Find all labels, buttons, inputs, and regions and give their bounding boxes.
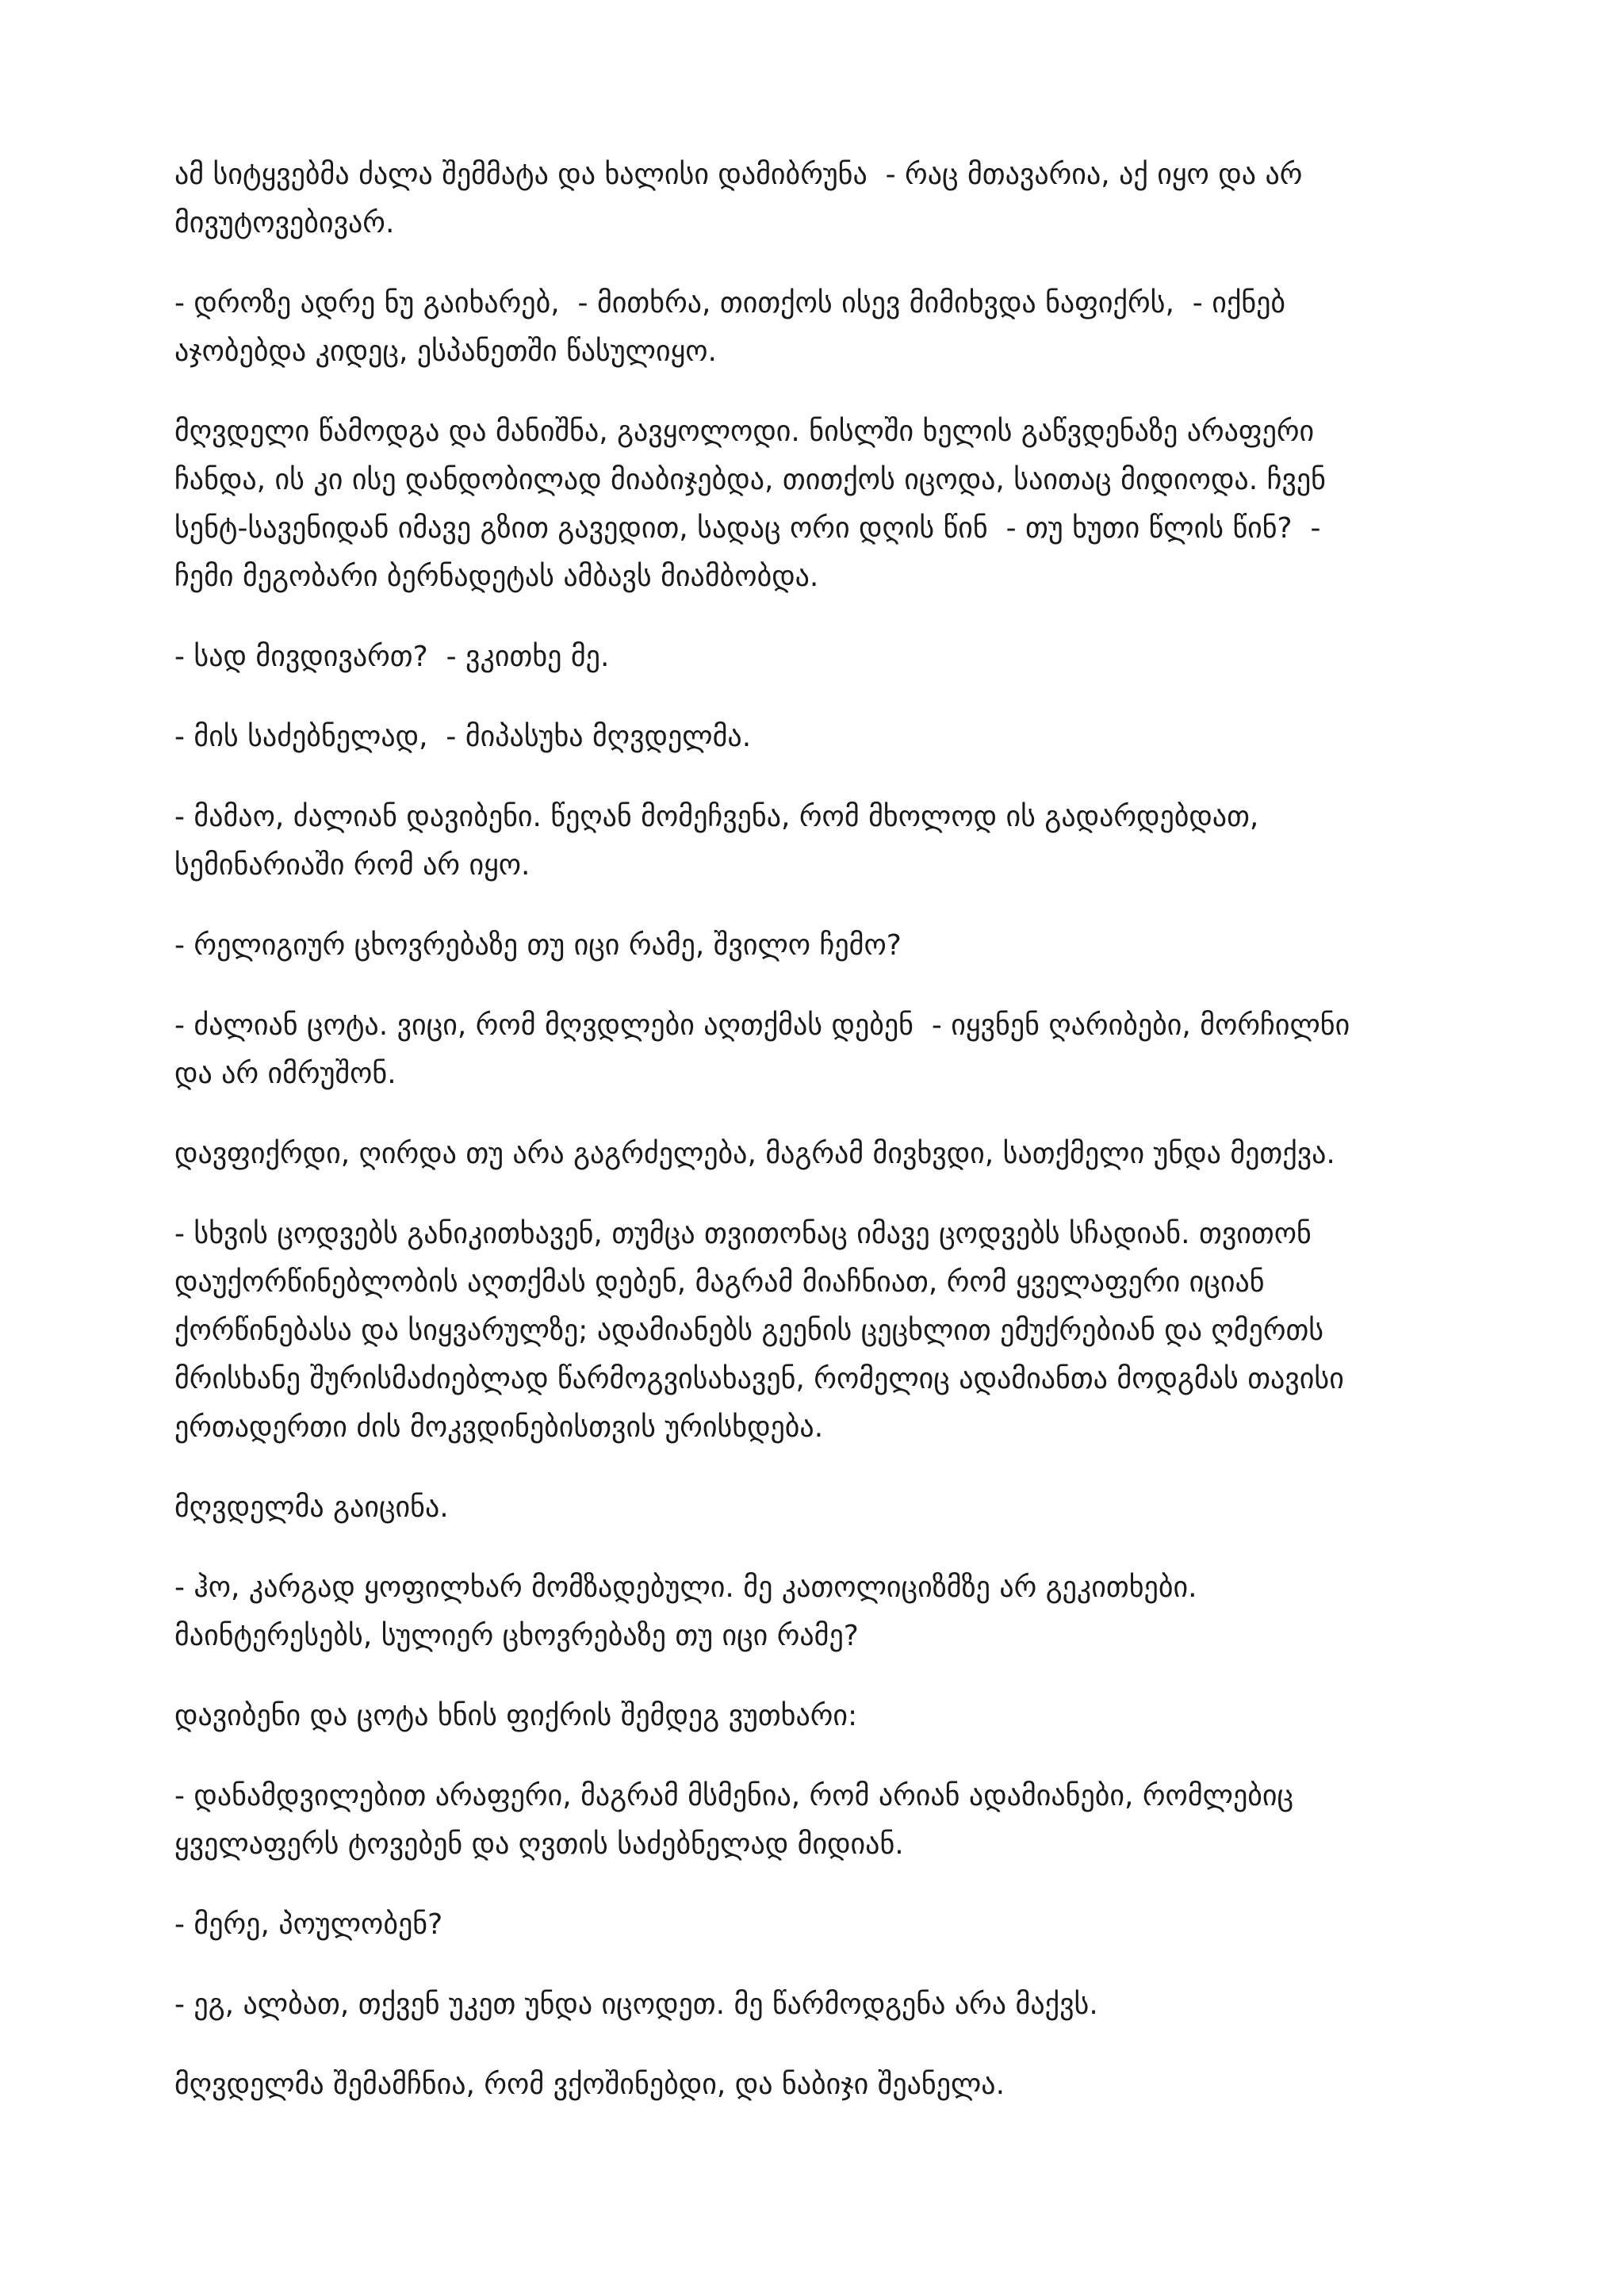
paragraph-14: - დანამდვილებით არაფერი, მაგრამ მსმენია, რომ არიან ადამიანები, რომლებიც ყველაფერს ტოვებენ და ღვთის საძებნელად მიდიან. [174,1780,1294,1861]
paragraph-15: - მერე, პოულობენ? [174,1908,443,1941]
paragraph-4: - სად მივდივართ? - ვკითხე მე. [174,641,610,673]
paragraph-5: - მის საძებნელად, - მიპასუხა მღვდელმა. [174,721,752,753]
paragraph-8: - ძალიან ცოტა. ვიცი, რომ მღვდლები აღთქმას დებენ - იყვნენ ღარიბები, მორჩილნი და არ იმრუშონ. [174,1009,1350,1090]
paragraph-11: მღვდელმა გაიცინა. [174,1491,449,1524]
paragraph-9: დავფიქრდი, ღირდა თუ არა გაგრძელება, მაგრამ მივხვდი, სათქმელი უნდა მეთქვა. [174,1138,1335,1170]
paragraph-12: - ჰო, კარგად ყოფილხარ მომზადებული. მე კათოლიციზმზე არ გეკითხები. მაინტერესებს, სულიერ ცხოვრებაზე თუ იცი რამე? [174,1571,1197,1652]
paragraph-16: - ეგ, ალბათ, თქვენ უკეთ უნდა იცოდეთ. მე წარმოდგენა არა მაქვს. [174,1988,1098,2021]
paragraph-6: - მამაო, ძალიან დავიბენი. წეღან მომეჩვენა, რომ მხოლოდ ის გადარდებდათ, სემინარიაში რომ არ იყო. [174,801,1259,882]
paragraph-7: - რელიგიურ ცხოვრებაზე თუ იცი რამე, შვილო ჩემო? [174,929,902,962]
paragraph-3: მღვდელი წამოდგა და მანიშნა, გავყოლოდი. ნისლში ხელის გაწვდენაზე არაფერი ჩანდა, ის კი ისე დანდობილად მიაბიჯებდა, თითქოს იცოდა, საითაც მიდიოდა. ჩვენ სენტ-სავენიდან იმავე გზით გავედით, სადაც ორი დღის წინ - თუ ხუთი წლის წინ? - ჩემი მეგობარი ბერნადეტას ამბავს მიამბობდა. [174,415,1326,593]
paragraph-10: - სხვის ცოდვებს განიკითხავენ, თუმცა თვითონაც იმავე ცოდვებს სჩადიან. თვითონ დაუქორწინებლობის აღთქმას დებენ, მაგრამ მიაჩნიათ, რომ ყველაფერი იციან ქორწინებასა და სიყვარულზე; ადამიანებს გეენის ცეცხლით ემუქრებიან და ღმერთს მრისხანე შურისმაძიებლად წარმოგვისახავენ, რომელიც ადამიანთა მოდგმას თავისი ერთადერთი ძის მოკვდინებისთვის ურისხდება. [174,1218,1344,1444]
paragraph-2: - დროზე ადრე ნუ გაიხარებ, - მითხრა, თითქოს ისევ მიმიხვდა ნაფიქრს, - იქნებ აჯობებდა კიდეც, ესპანეთში წასულიყო. [174,287,1286,368]
paragraph-13: დავიბენი და ცოტა ხნის ფიქრის შემდეგ ვუთხარი: [174,1700,858,1732]
paragraph-1: ამ სიტყვებმა ძალა შემმატა და ხალისი დამიბრუნა - რაც მთავარია, აქ იყო და არ მივუტოვებივარ. [174,159,1303,239]
paragraph-17: მღვდელმა შემამჩნია, რომ ვქოშინებდი, და ნაბიჯი შეანელა. [174,2068,1005,2101]
